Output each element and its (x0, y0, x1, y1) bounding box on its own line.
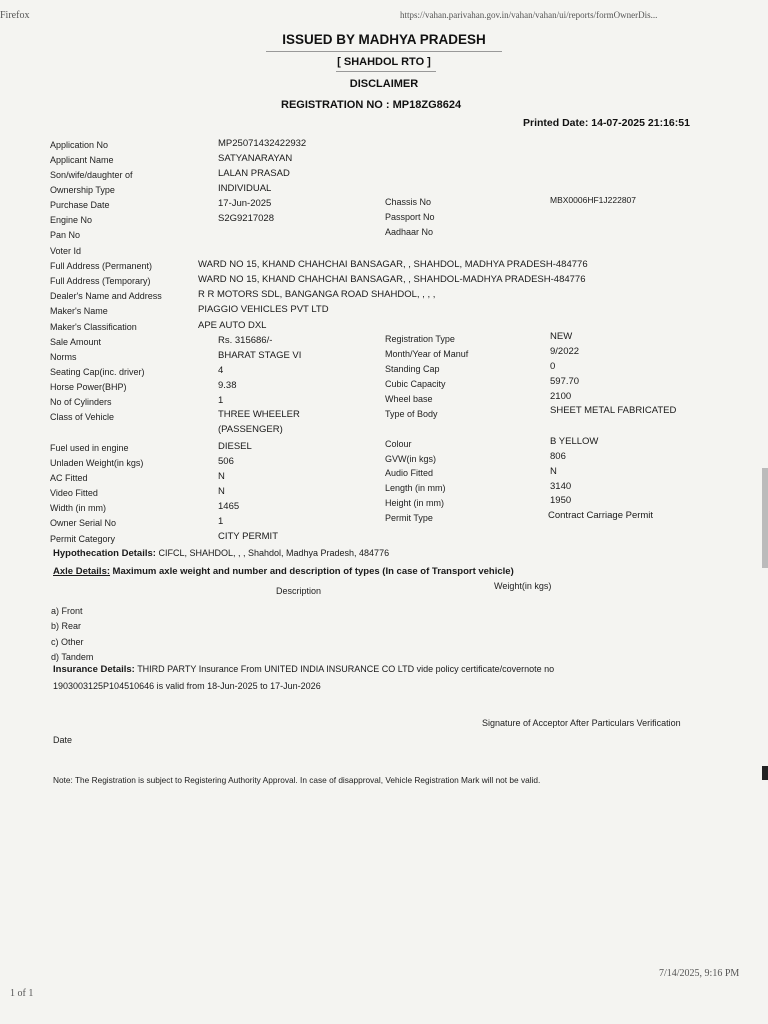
fuel: DIESEL (218, 441, 252, 452)
perm-address-label: Full Address (Permanent) (50, 261, 153, 271)
ac: N (218, 471, 225, 482)
height-label: Height (in mm) (385, 498, 445, 508)
sale-amount-label: Sale Amount (50, 337, 102, 347)
voter-id-label: Voter Id (50, 246, 82, 256)
axle-row: a) Front (51, 606, 83, 616)
engine-no: S2G9217028 (218, 213, 274, 224)
width: 1465 (218, 501, 240, 512)
ownership-type: INDIVIDUAL (218, 183, 272, 194)
application-no-label: Application No (50, 140, 109, 150)
length-label: Length (in mm) (385, 483, 446, 493)
permit-cat: CITY PERMIT (218, 531, 278, 542)
colour-label: Colour (385, 439, 412, 449)
passport-no-label: Passport No (385, 212, 435, 222)
seating-label: Seating Cap(inc. driver) (50, 367, 145, 377)
height: 1950 (550, 495, 572, 506)
signature-label: Signature of Acceptor After Particulars Verification (482, 718, 681, 728)
dealer-label: Dealer's Name and Address (50, 291, 162, 301)
printed-date: Printed Date: 14-07-2025 21:16:51 (523, 117, 690, 129)
scan-edge-mark (762, 468, 768, 568)
applicant-name: SATYANARAYAN (218, 153, 293, 164)
maker-class-label: Maker's Classification (50, 322, 137, 332)
temp-address-label: Full Address (Temporary) (50, 276, 151, 286)
fuel-label: Fuel used in engine (50, 443, 129, 453)
pan-no-label: Pan No (50, 230, 81, 240)
maker-label: Maker's Name (50, 306, 108, 316)
relation: LALAN PRASAD (218, 168, 290, 179)
wheelbase: 2100 (550, 391, 572, 402)
class-label: Class of Vehicle (50, 412, 115, 422)
permit-type: Contract Carriage Permit (548, 510, 654, 521)
sale-amount: Rs. 315686/- (218, 335, 273, 346)
unladen: 506 (218, 456, 234, 467)
dealer: R R MOTORS SDL, BANGANGA ROAD SHAHDOL, , , , (198, 289, 436, 300)
perm-address: WARD NO 15, KHAND CHAHCHAI BANSAGAR, , SHAHDOL, MADHYA PRADESH-484776 (198, 259, 588, 270)
page-count: 1 of 1 (10, 988, 34, 999)
hypothecation-details (53, 548, 389, 559)
print-timestamp: 7/14/2025, 9:16 PM (659, 968, 740, 979)
unladen-label: Unladen Weight(in kgs) (50, 458, 144, 468)
registration-no: REGISTRATION NO : MP18ZG8624 (281, 99, 462, 111)
purchase-date: 17-Jun-2025 (218, 198, 272, 209)
class-line2: (PASSENGER) (218, 424, 283, 435)
insurance-label: Insurance Details: (53, 664, 135, 675)
ac-label: AC Fitted (50, 473, 88, 483)
cc-label: Cubic Capacity (385, 379, 446, 389)
gvw: 806 (550, 451, 566, 462)
permit-type-label: Permit Type (385, 513, 433, 523)
colour: B YELLOW (550, 436, 599, 447)
standing-label: Standing Cap (385, 364, 440, 374)
aadhaar-no-label: Aadhaar No (385, 227, 434, 237)
body-label: Type of Body (385, 409, 438, 419)
axle-label: Axle Details: (53, 566, 111, 577)
hypothecation-text: CIFCL, SHAHDOL, , , Shahdol, Madhya Pradesh, 484776 (158, 548, 390, 558)
reg-type-label: Registration Type (385, 334, 455, 344)
norms: BHARAT STAGE VI (218, 350, 302, 361)
disclaimer-title: DISCLAIMER (349, 78, 419, 90)
hp: 9.38 (218, 380, 237, 391)
axle-row: b) Rear (51, 621, 82, 631)
audio-label: Audio Fitted (385, 468, 434, 478)
date-label: Date (53, 735, 73, 745)
chassis-no-label: Chassis No (385, 197, 432, 207)
video: N (218, 486, 225, 497)
issued-by: ISSUED BY MADHYA PRADESH (282, 32, 486, 47)
axle-row: c) Other (51, 637, 84, 647)
gvw-label: GVW(in kgs) (385, 454, 437, 464)
wheelbase-label: Wheel base (385, 394, 433, 404)
axle-row: d) Tandem (51, 652, 94, 662)
chassis-no: MBX0006HF1J222807 (550, 195, 637, 205)
applicant-name-label: Applicant Name (50, 155, 114, 165)
purchase-date-label: Purchase Date (50, 200, 110, 210)
norms-label: Norms (50, 352, 77, 362)
application-no: MP25071432422932 (218, 138, 307, 149)
audio: N (550, 466, 557, 477)
length: 3140 (550, 481, 572, 492)
registration-note: Note: The Registration is subject to Registering Authority Approval. In case of disapproval, Vehicle Registration Mark will not be valid. (53, 775, 541, 785)
reg-type: NEW (550, 331, 573, 342)
relation-label: Son/wife/daughter of (50, 170, 133, 180)
body: SHEET METAL FABRICATED (550, 405, 677, 416)
rto-name: [ SHAHDOL RTO ] (337, 56, 431, 68)
insurance-text-1: THIRD PARTY Insurance From UNITED INDIA INSURANCE CO LTD vide policy certificate/covernote no (137, 664, 555, 674)
manuf: 9/2022 (550, 346, 580, 357)
temp-address: WARD NO 15, KHAND CHAHCHAI BANSAGAR, , SHAHDOL-MADHYA PRADESH-484776 (198, 274, 586, 285)
cylinders-label: No of Cylinders (50, 397, 112, 407)
scan-edge-mark (762, 766, 768, 780)
manuf-label: Month/Year of Manuf (385, 349, 469, 359)
cylinders: 1 (218, 395, 224, 406)
width-label: Width (in mm) (50, 503, 106, 513)
maker: PIAGGIO VEHICLES PVT LTD (198, 304, 329, 315)
class-line1: THREE WHEELER (218, 409, 300, 420)
engine-no-label: Engine No (50, 215, 93, 225)
permit-cat-label: Permit Category (50, 534, 116, 544)
hp-label: Horse Power(BHP) (50, 382, 127, 392)
axle-col-weight: Weight(in kgs) (494, 581, 552, 591)
axle-heading: Maximum axle weight and number and description of types (In case of Transport vehicle) (112, 566, 514, 577)
video-label: Video Fitted (50, 488, 98, 498)
owner-serial: 1 (218, 516, 224, 527)
seating: 4 (218, 365, 224, 376)
owner-serial-label: Owner Serial No (50, 518, 117, 528)
axle-details (53, 566, 514, 577)
cc: 597.70 (550, 376, 580, 387)
hypothecation-label: Hypothecation Details: (53, 548, 156, 559)
browser-name: Firefox (0, 10, 30, 21)
insurance-text-2: 1903003125P104510646 is valid from 18-Jun-2025 to 17-Jun-2026 (53, 681, 321, 691)
maker-class: APE AUTO DXL (198, 320, 267, 331)
ownership-type-label: Ownership Type (50, 185, 115, 195)
standing: 0 (550, 361, 556, 372)
page-url: https://vahan.parivahan.gov.in/vahan/vahan/ui/reports/formOwnerDis... (400, 10, 658, 20)
insurance-details (53, 664, 554, 675)
axle-col-description: Description (276, 586, 322, 596)
